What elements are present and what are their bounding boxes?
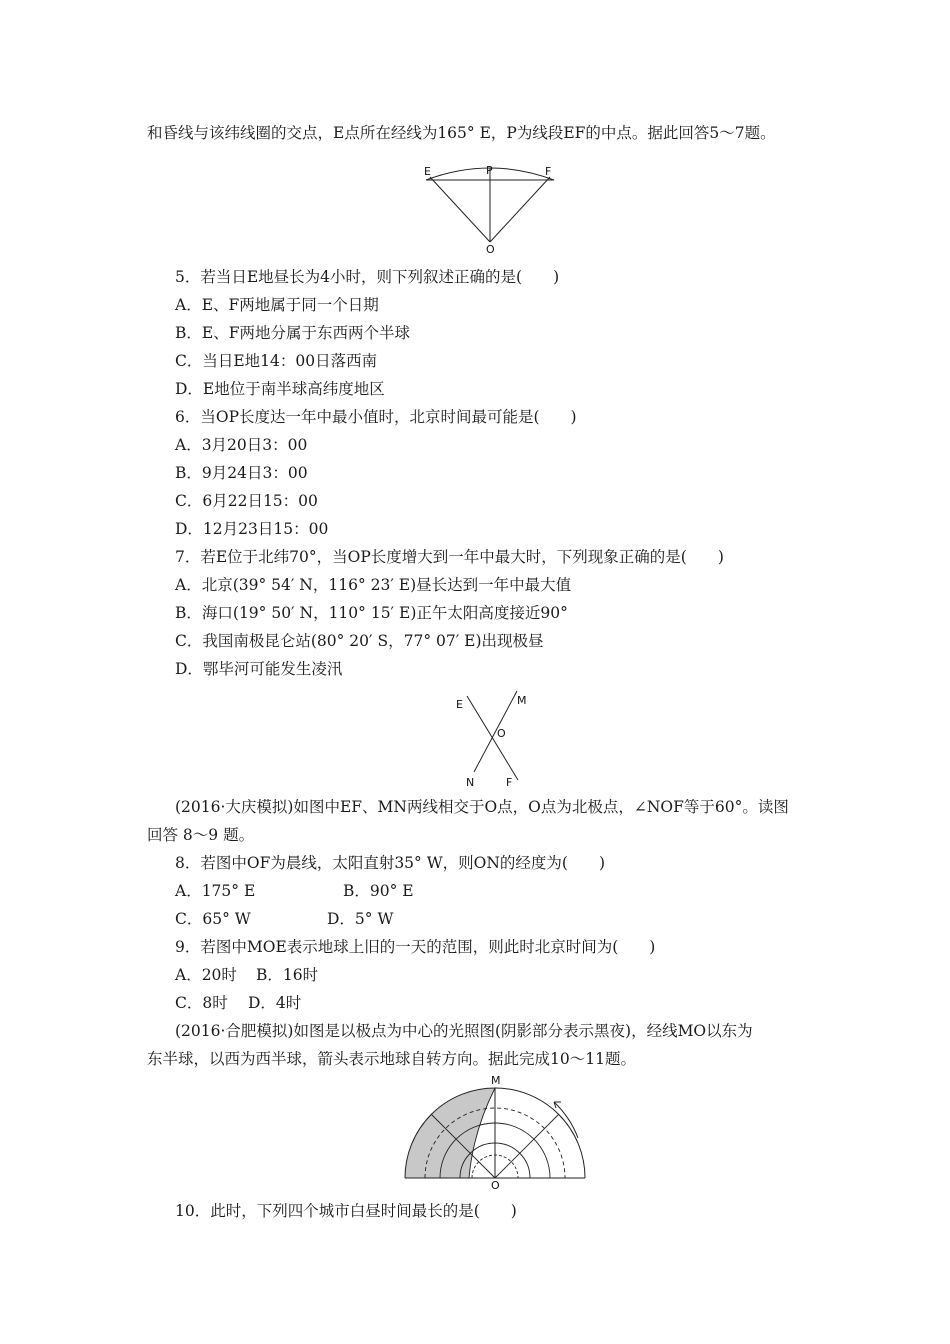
q7-option-a: A．北京(39° 54′ N，116° 23′ E)昼长达到一年中最大值 bbox=[175, 576, 572, 594]
q6-option-a: A．3月20日3：00 bbox=[175, 436, 308, 454]
q6-option-b: B．9月24日3：00 bbox=[175, 464, 308, 482]
q10-stem: 10．此时，下列四个城市白昼时间最长的是( ) bbox=[175, 1202, 517, 1220]
q9-option-c: C．8时 bbox=[175, 994, 228, 1012]
q5-stem: 5．若当日E地昼长为4小时，则下列叙述正确的是( ) bbox=[175, 268, 560, 286]
q9-option-d: D．4时 bbox=[248, 994, 302, 1012]
intro-8-9-line1: (2016·大庆模拟)如图中EF、MN两线相交于O点，O点为北极点，∠NOF等于60°。读图 bbox=[175, 798, 789, 816]
intro-text-5-7: 和昏线与该纬线圈的交点，E点所在经线为165° E，P为线段EF的中点。据此回答5～7题。 bbox=[147, 124, 776, 142]
label-e: E bbox=[456, 698, 463, 711]
rotation-arrow bbox=[554, 1102, 578, 1138]
intro-10-11-line2: 东半球，以西为西半球，箭头表示地球自转方向。据此完成10～11题。 bbox=[147, 1050, 636, 1068]
label-m: M bbox=[517, 694, 527, 707]
line-fo bbox=[490, 177, 550, 242]
label-p: P bbox=[486, 164, 493, 177]
q7-option-c: C．我国南极昆仑站(80° 20′ S，77° 07′ E)出现极昼 bbox=[175, 632, 544, 650]
label-f: F bbox=[545, 165, 552, 178]
q8-option-c: C．65° W bbox=[175, 910, 251, 928]
figure-sector-efo bbox=[420, 160, 570, 260]
q9-stem: 9．若图中MOE表示地球上旧的一天的范围，则此时北京时间为( ) bbox=[175, 938, 656, 956]
q5-option-c: C．当日E地14：00日落西南 bbox=[175, 352, 378, 370]
q6-option-c: C．6月22日15：00 bbox=[175, 492, 318, 510]
line-mn bbox=[474, 691, 517, 772]
label-m: M bbox=[491, 1074, 501, 1087]
label-e: E bbox=[424, 165, 431, 178]
label-o: O bbox=[497, 727, 506, 740]
label-f: F bbox=[506, 776, 513, 789]
q8-stem: 8．若图中OF为晨线，太阳直射35° W，则ON的经度为( ) bbox=[175, 854, 606, 872]
q5-option-d: D．E地位于南半球高纬度地区 bbox=[175, 380, 385, 398]
intro-10-11-line1: (2016·合肥模拟)如图是以极点为中心的光照图(阴影部分表示黑夜)，经线MO以东为 bbox=[175, 1022, 753, 1040]
q5-option-a: A．E、F两地属于同一个日期 bbox=[175, 296, 379, 314]
figure-crossing-lines bbox=[450, 688, 540, 790]
label-n: N bbox=[466, 776, 475, 789]
q7-option-b: B．海口(19° 50′ N，110° 15′ E)正午太阳高度接近90° bbox=[175, 604, 568, 622]
line-eo bbox=[430, 177, 490, 242]
q6-stem: 6．当OP长度达一年中最小值时，北京时间最可能是( ) bbox=[175, 408, 577, 426]
intro-8-9-line2: 回答 8～9 题。 bbox=[147, 826, 255, 844]
label-o: O bbox=[486, 243, 495, 256]
label-o: O bbox=[491, 1179, 500, 1192]
q7-option-d: D．鄂毕河可能发生凌汛 bbox=[175, 660, 343, 678]
q9-option-a: A．20时 bbox=[175, 966, 237, 984]
q8-option-b: B．90° E bbox=[343, 882, 414, 900]
q6-option-d: D．12月23日15：00 bbox=[175, 520, 329, 538]
q8-option-d: D．5° W bbox=[327, 910, 394, 928]
figure-polar-illumination bbox=[395, 1070, 595, 1190]
q9-option-b: B．16时 bbox=[256, 966, 319, 984]
q8-option-a: A．175° E bbox=[175, 882, 256, 900]
q5-option-b: B．E、F两地分属于东西两个半球 bbox=[175, 324, 410, 342]
q7-stem: 7．若E位于北纬70°，当OP长度增大到一年中最大时，下列现象正确的是( ) bbox=[175, 548, 724, 566]
